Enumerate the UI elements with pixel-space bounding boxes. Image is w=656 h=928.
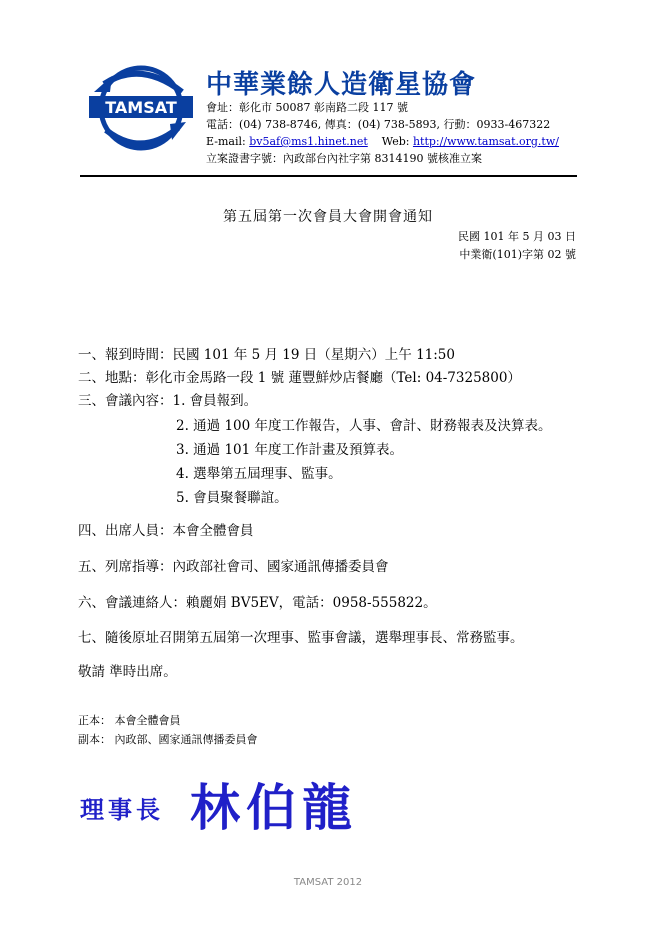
agenda-item: 2. 通過 100 年度工作報告，人事、會計、財務報表及決算表。 xyxy=(176,418,552,434)
web-label: Web: xyxy=(381,135,410,148)
tamsat-logo xyxy=(86,62,196,154)
contact-line xyxy=(206,135,559,149)
email-link[interactable]: bv5af@ms1.hinet.net xyxy=(249,135,368,148)
address: 會址：彰化市 50087 彰南路二段 117 號 xyxy=(206,101,408,114)
agenda-item: 5. 會員聚餐聯誼。 xyxy=(176,490,288,506)
chairman-name: 林伯龍 xyxy=(190,779,358,837)
chairman-title: 理事長 xyxy=(80,795,164,824)
phone-line: 電話：(04) 738-8746, 傳真：(04) 738-5893, 行動：0933-467322 xyxy=(206,118,551,131)
item-guidance: 五、列席指導：內政部社會司、國家通訊傳播委員會 xyxy=(78,559,389,575)
header-divider xyxy=(80,175,577,177)
organization-name: 中華業餘人造衛星協會 xyxy=(206,70,477,100)
agenda-item: 3. 通過 101 年度工作計畫及預算表。 xyxy=(176,442,404,458)
distribution-original: 正本： 本會全體會員 xyxy=(78,714,181,727)
item-contact: 六、會議連絡人：賴麗娟 BV5EV，電話：0958-555822。 xyxy=(78,595,437,611)
item-board-meeting: 七、隨後原址召開第五屆第一次理事、監事會議，選舉理事長、常務監事。 xyxy=(78,630,524,646)
footer-text: TAMSAT 2012 xyxy=(293,877,363,888)
item-place: 二、地點：彰化市金馬路一段 1 號 蓮豐鮮炒店餐廳（Tel: 04-7325800） xyxy=(78,370,521,386)
registration: 立案證書字號：內政部台內社字第 8314190 號核准立案 xyxy=(206,152,482,165)
closing-line: 敬請 準時出席。 xyxy=(78,664,177,680)
notice-title: 第五屆第一次會員大會開會通知 xyxy=(223,209,433,225)
distribution-copy: 副本： 內政部、國家通訊傳播委員會 xyxy=(78,733,258,746)
email-label: E-mail: xyxy=(206,135,246,148)
item-agenda: 三、會議內容：1. 會員報到。 xyxy=(78,393,258,409)
notice-date: 民國 101 年 5 月 03 日 xyxy=(458,230,576,243)
agenda-item: 4. 選舉第五屆理事、監事。 xyxy=(176,466,342,482)
item-time: 一、報到時間：民國 101 年 5 月 19 日（星期六）上午 11:50 xyxy=(78,347,455,363)
item-attendees: 四、出席人員：本會全體會員 xyxy=(78,523,254,539)
logo-text: TAMSAT xyxy=(105,98,177,117)
web-link[interactable]: http://www.tamsat.org.tw/ xyxy=(412,135,559,148)
notice-ref-number: 中業衛(101)字第 02 號 xyxy=(459,248,576,261)
